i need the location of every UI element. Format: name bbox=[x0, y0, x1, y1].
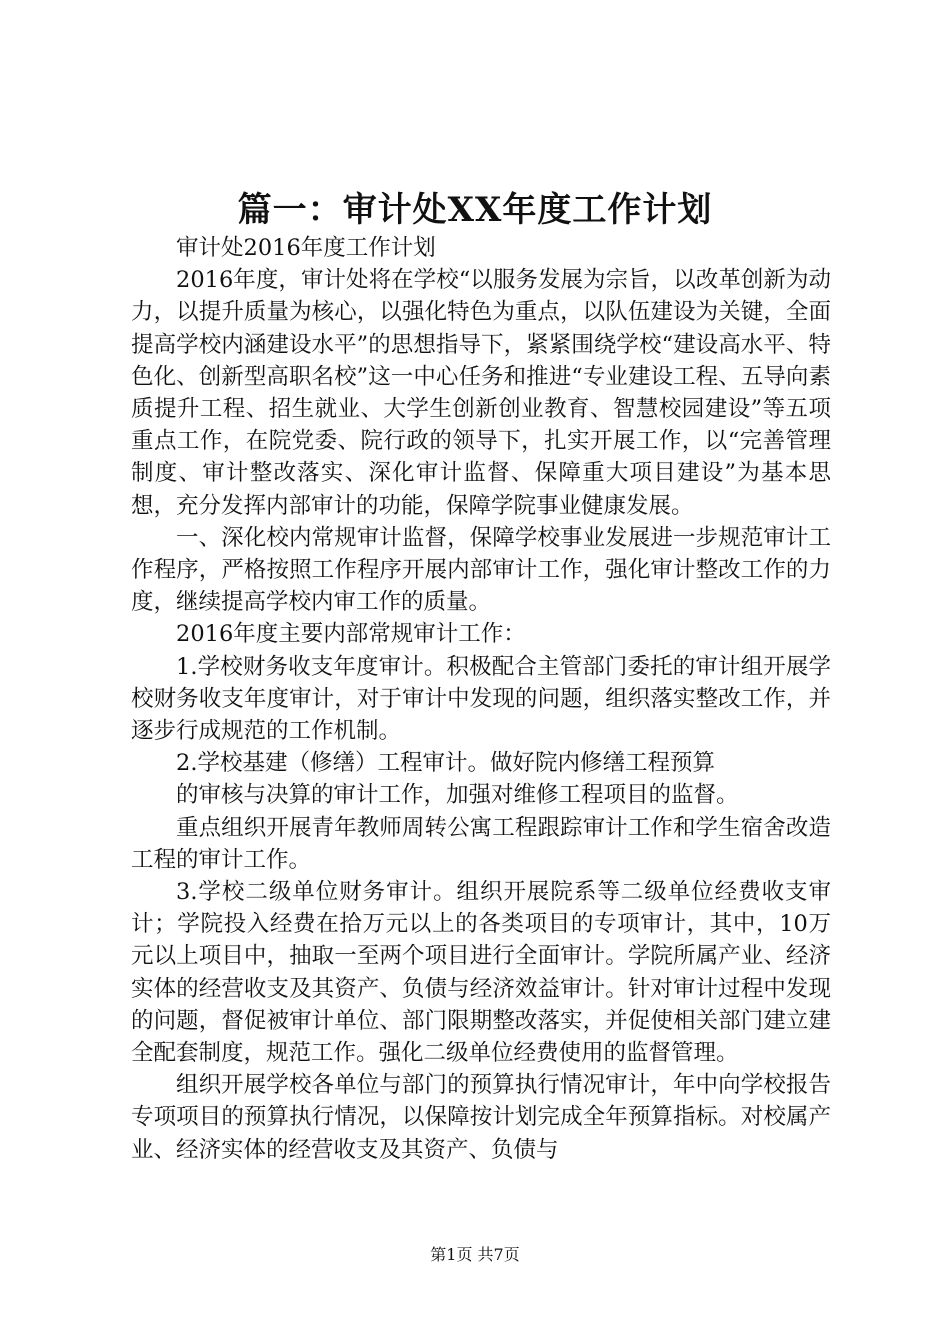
paragraph-budget-audit: 组织开展学校各单位与部门的预算执行情况审计，年中向学校报告专项项目的预算执行情况，以保障按计划完成全年预算指标。对校属产业、经济实体的经营收支及其资产、负债与 bbox=[131, 1072, 831, 1163]
paragraph-item-2: 2.学校基建（修缮）工程审计。做好院内修缮工程预算 bbox=[176, 750, 715, 777]
paragraph-section-one: 一、深化校内常规审计监督，保障学校事业发展进一步规范审计工作程序，严格按照工作程序开展内部审计工作，强化审计整改工作的力度，继续提高学校内审工作的质量。 bbox=[131, 524, 831, 616]
paragraph-routine-heading: 2016年度主要内部常规审计工作： bbox=[176, 621, 526, 648]
document-body bbox=[131, 232, 831, 1166]
paragraph-item-2-continued: 的审核与决算的审计工作，加强对维修工程项目的监督。 bbox=[176, 782, 739, 809]
paragraph-item-1: 1.学校财务收支年度审计。积极配合主管部门委托的审计组开展学校财务收支年度审计，对于审计中发现的问题，组织落实整改工作，并逐步行成规范的工作机制。 bbox=[131, 653, 831, 745]
paragraph-subtitle: 审计处2016年度工作计划 bbox=[176, 235, 436, 261]
paragraph-intro: 2016年度，审计处将在学校“以服务发展为宗旨，以改革创新为动力，以提升质量为核心，以强化特色为重点，以队伍建设为关键，全面提高学校内涵建设水平”的思想指导下，紧紧围绕学校“建设高水平、特色化、创新型高职名校”这一中心任务和推进“专业建设工程、五导向素质提升工程、招生就业、大学生创新创业教育、智慧校园建设”等五项重点工作，在院党委、院行政的领导下，扎实开展工作，以“完善管理制度、审计整改落实、深化审计监督、保障重大项目建设”为基本思想，充分发挥内部审计的功能，保障学院事业健康发展。 bbox=[131, 267, 831, 519]
paragraph-key-projects: 重点组织开展青年教师周转公寓工程跟踪审计工作和学生宿舍改造工程的审计工作。 bbox=[131, 814, 831, 873]
paragraph-item-3: 3.学校二级单位财务审计。组织开展院系等二级单位经费收支审计；学院投入经费在拾万元以上的各类项目的专项审计，其中，10万元以上项目中，抽取一至两个项目进行全面审计。学院所属产业、经济实体的经营收支及其资产、负债与经济效益审计。针对审计过程中发现的问题，督促被审计单位、部门限期整改落实，并促使相关部门建立建全配套制度，规范工作。强化二级单位经费使用的监督管理。 bbox=[131, 879, 831, 1067]
page-footer: 第1页 共7页 bbox=[430, 1245, 520, 1264]
document-title: 篇一：审计处XX年度工作计划 bbox=[237, 190, 713, 230]
